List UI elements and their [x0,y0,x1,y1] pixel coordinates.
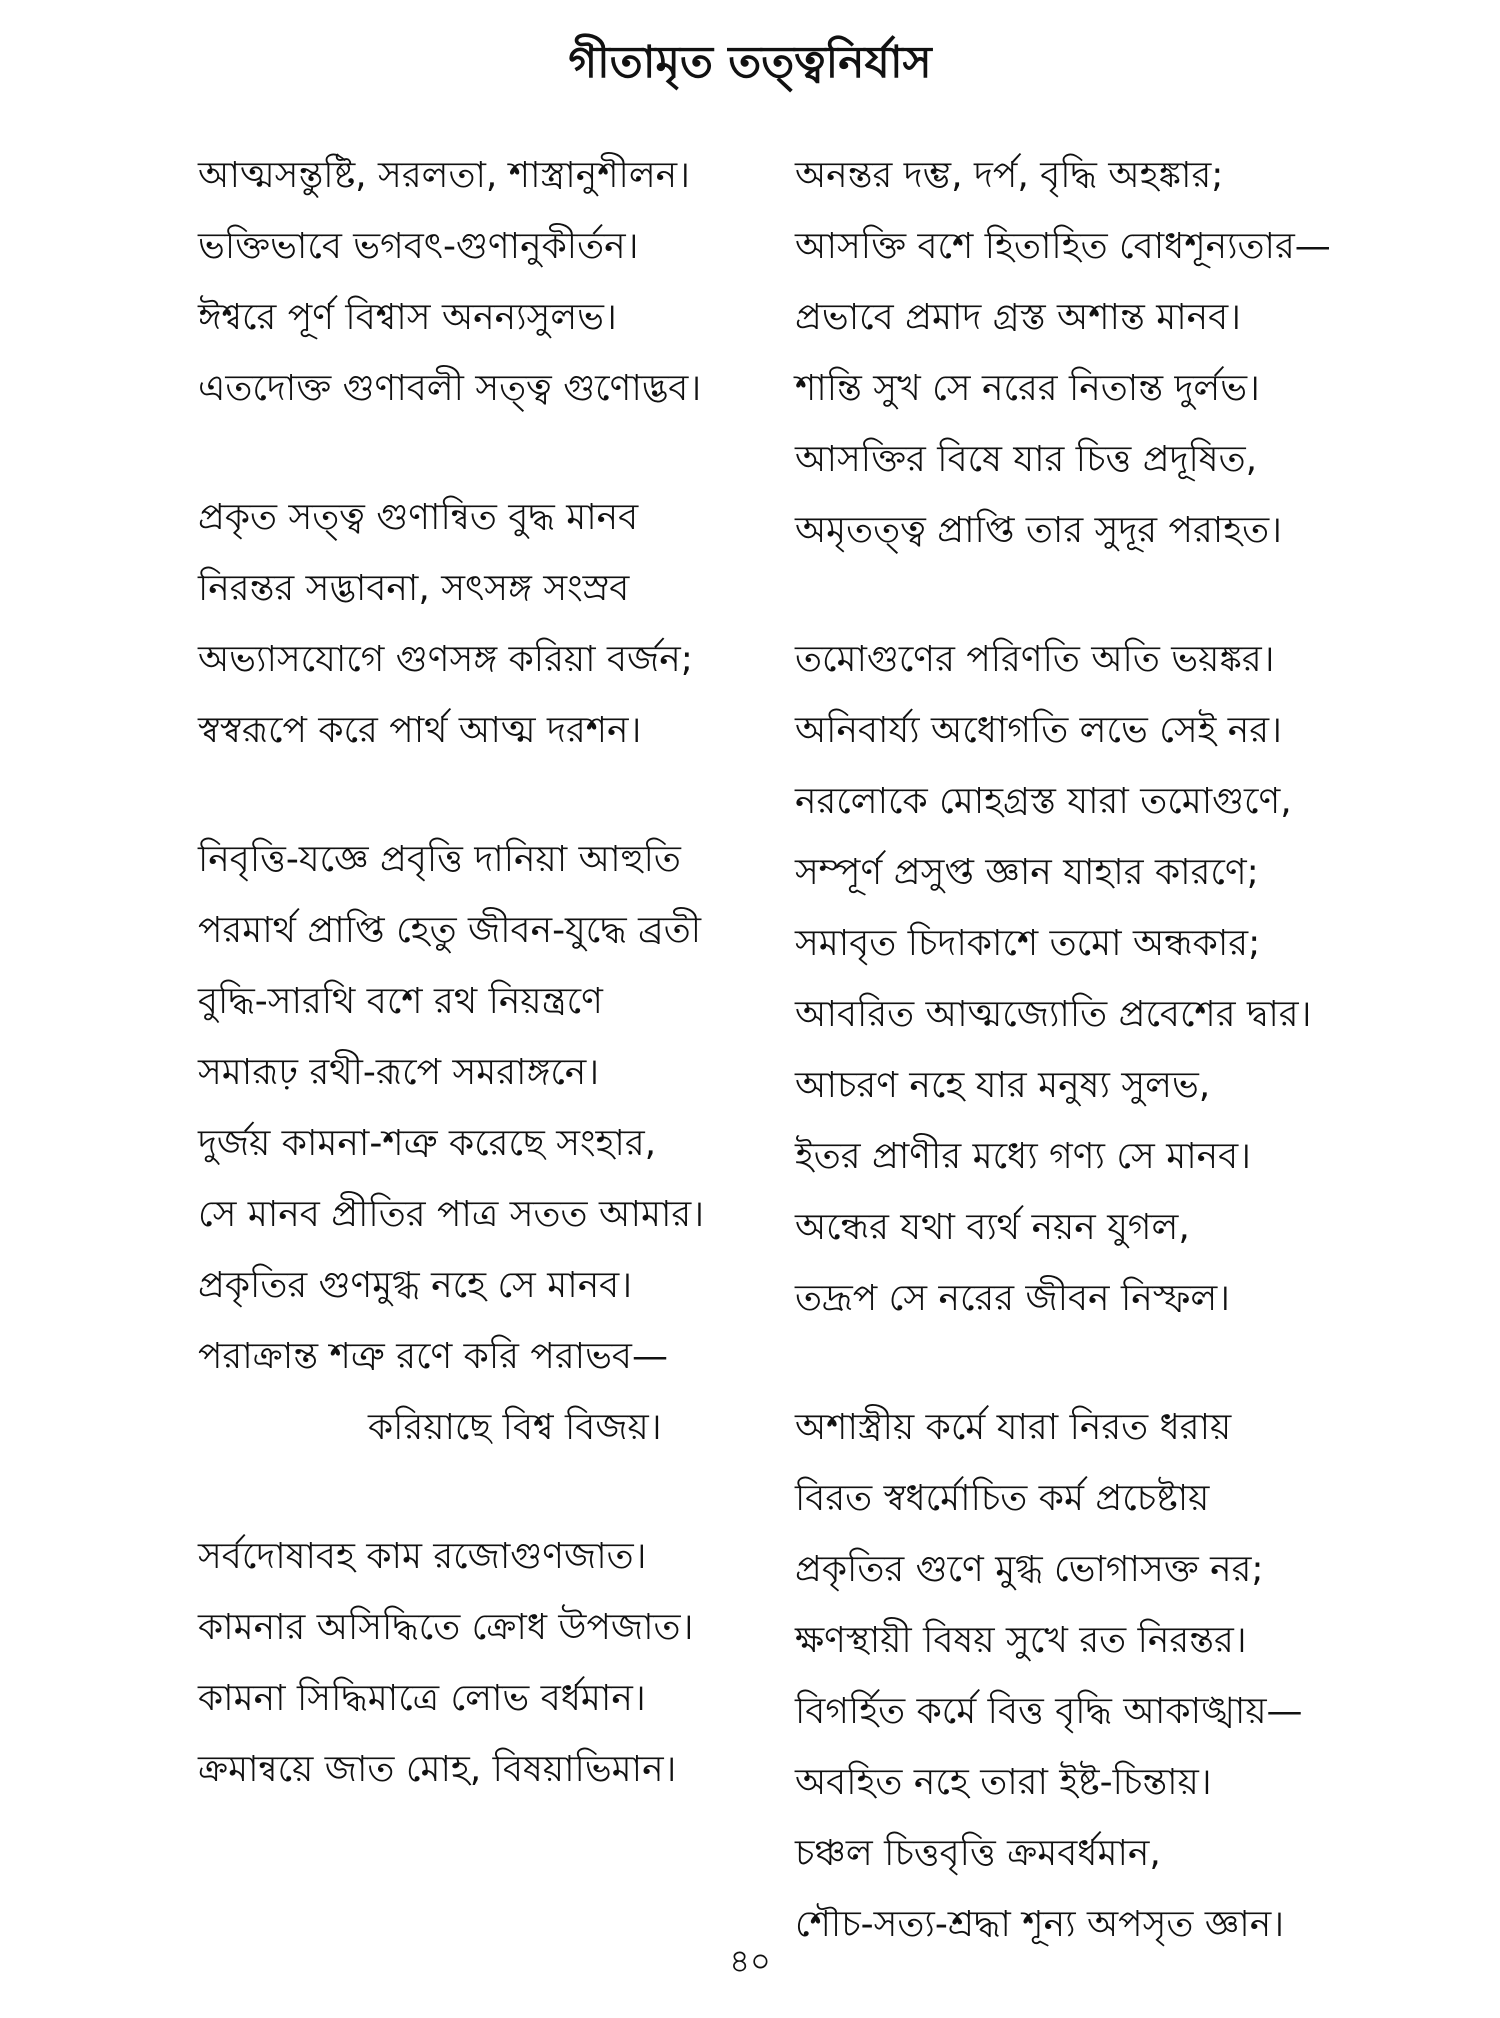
verse-line: ঈশ্বরে পূর্ণ বিশ্বাস অনন্যসুলভ। [198,297,617,338]
verse-line: আচরণ নহে যার মনুষ্য সুলভ, [795,1065,1211,1106]
verse-line: শান্তি সুখ সে নরের নিতান্ত দুর্লভ। [795,368,1260,409]
verse-line: এতদোক্ত গুণাবলী সত্ত্ব গুণোদ্ভব। [198,368,702,409]
stanza [795,140,1355,566]
verse-line: বিগর্হিত কর্মে বিত্ত বৃদ্ধি আকাঙ্খায়— [795,1691,1303,1732]
verse-line: নরলোকে মোহগ্রস্ত যারা তমোগুণে, [795,781,1292,822]
verse-line: চঞ্চল চিত্তবৃত্তি ক্রমবর্ধমান, [795,1833,1161,1874]
stanza [198,140,758,424]
verse-line: পরমার্থ প্রাপ্তি হেতু জীবন-যুদ্ধে ব্রতী [198,910,702,951]
right-column [795,140,1355,2018]
verse-line: বুদ্ধি-সারথি বশে রথ নিয়ন্ত্রণে [198,981,603,1022]
verse-line: অন্ধের যথা ব্যর্থ নয়ন যুগল, [795,1207,1190,1248]
page-title: গীতামৃত তত্ত্বনির্যাস [568,37,932,88]
verse-line: কামনা সিদ্ধিমাত্রে লোভ বর্ধমান। [198,1678,646,1719]
stanza [795,1392,1355,1960]
verse-line: সমারূঢ় রথী-রূপে সমরাঙ্গনে। [198,1052,600,1093]
verse-line: নিরন্তর সদ্ভাবনা, সৎসঙ্গ সংস্রব [198,568,630,609]
verse-line: তমোগুণের পরিণতি অতি ভয়ঙ্কর। [795,639,1275,680]
verse-line: বিরত স্বধর্মোচিত কর্ম প্রচেষ্টায় [795,1478,1210,1519]
verse-line: প্রকৃতির গুণমুগ্ধ নহে সে মানব। [198,1265,633,1306]
verse-line: তদ্রূপ সে নরের জীবন নিস্ফল। [795,1278,1231,1319]
verse-line: পরাক্রান্ত শত্রু রণে করি পরাভব— [198,1336,668,1377]
verse-line: স্বস্বরূপে করে পার্থ আত্ম দরশন। [198,710,642,751]
verse-line: আবরিত আত্মজ্যোতি প্রবেশের দ্বার। [795,994,1312,1035]
stanza [198,824,758,1463]
verse-line: সমাবৃত চিদাকাশে তমো অন্ধকার; [795,923,1261,964]
verse-line: সম্পূর্ণ প্রসুপ্ত জ্ঞান যাহার কারণে; [795,852,1259,893]
verse-line: প্রভাবে প্রমাদ গ্রস্ত অশান্ত মানব। [795,297,1242,338]
verse-line: ক্রমান্বয়ে জাত মোহ, বিষয়াভিমান। [198,1749,677,1790]
verse-line: নিবৃত্তি-যজ্ঞে প্রবৃত্তি দানিয়া আহুতি [198,839,681,880]
verse-line: অভ্যাসযোগে গুণসঙ্গ করিয়া বর্জন; [198,639,693,680]
verse-line: আসক্তি বশে হিতাহিত বোধশূন্যতার— [795,226,1331,267]
verse-line: প্রকৃতির গুণে মুগ্ধ ভোগাসক্ত নর; [795,1549,1264,1590]
verse-line: আসক্তির বিষে যার চিত্ত প্রদূষিত, [795,439,1258,480]
verse-line: আত্মসন্তুষ্টি, সরলতা, শাস্ত্রানুশীলন। [198,155,691,196]
verse-line: করিয়াছে বিশ্ব বিজয়। [368,1407,662,1448]
verse-line: অনিবার্য্য অধোগতি লভে সেই নর। [795,710,1282,751]
verse-line: সে মানব প্রীতির পাত্র সতত আমার। [198,1194,705,1235]
stanza [198,482,758,766]
page-number: ৪০ [729,1942,771,1980]
verse-line: প্রকৃত সত্ত্ব গুণান্বিত বুদ্ধ মানব [198,497,639,538]
verse-line: দুর্জয় কামনা-শত্রু করেছে সংহার, [198,1123,657,1164]
verse-line: সর্বদোষাবহ কাম রজোগুণজাত। [198,1536,647,1577]
left-column [198,140,758,1863]
verse-line: অনন্তর দম্ভ, দর্প, বৃদ্ধি অহঙ্কার; [795,155,1224,196]
verse-line: অশাস্ত্রীয় কর্মে যারা নিরত ধরায় [795,1407,1232,1448]
verse-line: অমৃতত্ত্ব প্রাপ্তি তার সুদূর পরাহত। [795,510,1282,551]
verse-line: অবহিত নহে তারা ইষ্ট-চিন্তায়। [795,1762,1212,1803]
verse-line: ইতর প্রাণীর মধ্যে গণ্য সে মানব। [795,1136,1252,1177]
stanza [198,1521,758,1805]
stanza [795,624,1355,1334]
verse-line: শৌচ-সত্য-শ্রদ্ধা শূন্য অপসৃত জ্ঞান। [795,1904,1285,1945]
verse-line: ক্ষণস্থায়ী বিষয় সুখে রত নিরন্তর। [795,1620,1247,1661]
verse-line: কামনার অসিদ্ধিতে ক্রোধ উপজাত। [198,1607,694,1648]
verse-line: ভক্তিভাবে ভগবৎ-গুণানুকীর্তন। [198,226,639,267]
